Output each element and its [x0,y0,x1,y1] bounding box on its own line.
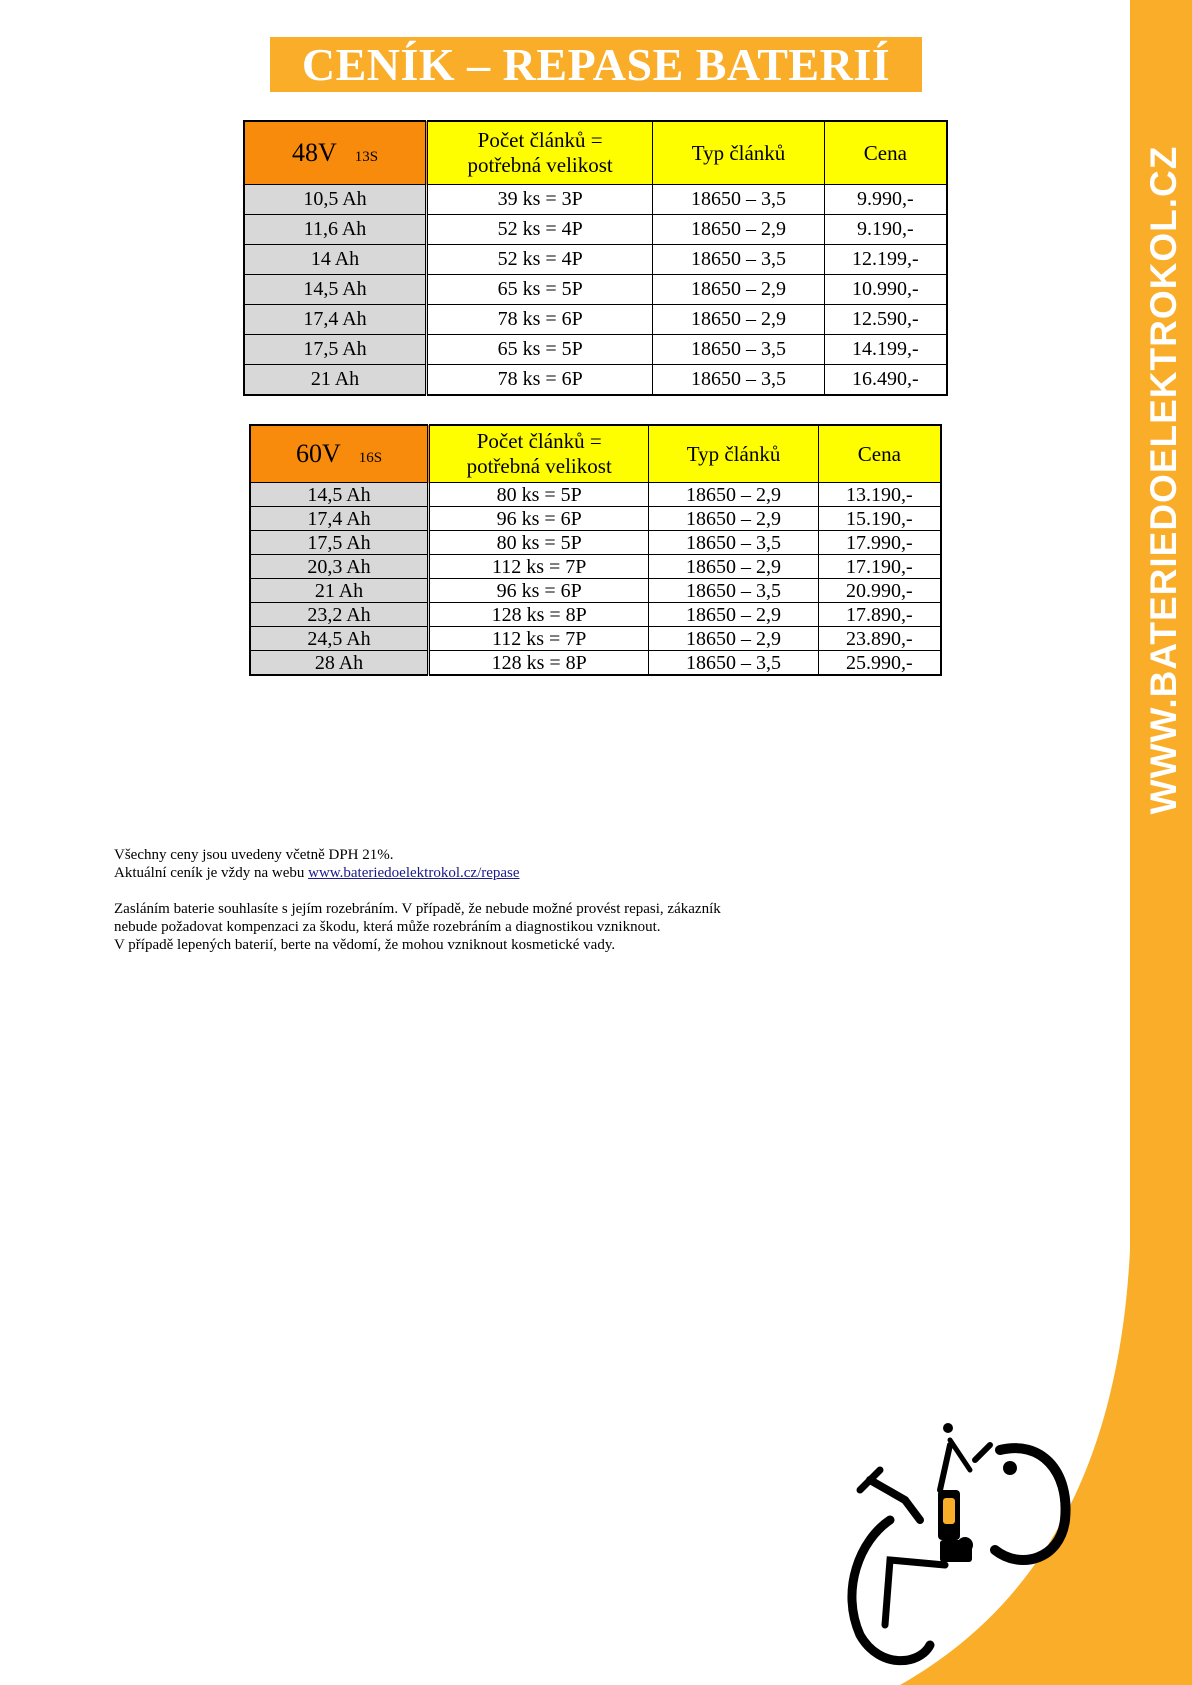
cell-type-cell: 18650 – 2,9 [649,483,818,507]
cell-count-cell: 65 ks = 5P [427,275,653,305]
capacity-cell: 14,5 Ah [250,483,429,507]
cell-count-cell: 78 ks = 6P [427,365,653,396]
disclaimer-line-2: nebude požadovat kompenzaci za škodu, která může rozebráním a diagnostikou vzniknout. [114,919,661,935]
table-row [244,365,947,396]
table-row [250,651,941,676]
cell-count-header [429,425,649,483]
price-cell: 25.990,- [818,651,941,676]
cell-count-cell: 96 ks = 6P [429,579,649,603]
header-line-1: Počet článků = [476,429,602,453]
table-row [244,275,947,305]
cell-count-cell: 80 ks = 5P [429,483,649,507]
capacity-cell: 17,5 Ah [250,531,429,555]
header-line-2: potřebná velikost [466,454,612,478]
cell-count-cell: 128 ks = 8P [429,651,649,676]
price-cell: 13.190,- [818,483,941,507]
table-row [244,185,947,215]
cell-count-cell: 52 ks = 4P [427,215,653,245]
cell-count-cell: 78 ks = 6P [427,305,653,335]
website-vertical-text: WWW.BATERIEDOELEKTROKOL.CZ [1143,145,1184,815]
cell-type-cell: 18650 – 2,9 [649,555,818,579]
price-cell: 15.190,- [818,507,941,531]
price-cell: 20.990,- [818,579,941,603]
cell-type-cell: 18650 – 2,9 [653,275,824,305]
price-cell: 9.190,- [824,215,947,245]
cell-type-header: Typ článků [653,121,824,185]
table-row [244,245,947,275]
price-table-48v [243,120,948,396]
cell-type-cell: 18650 – 3,5 [653,245,824,275]
cell-type-cell: 18650 – 3,5 [649,651,818,676]
cell-type-cell: 18650 – 3,5 [653,365,824,396]
table-row [244,305,947,335]
cell-count-cell: 128 ks = 8P [429,603,649,627]
capacity-cell: 21 Ah [244,365,427,396]
table-row [244,335,947,365]
capacity-cell: 24,5 Ah [250,627,429,651]
price-cell: 12.199,- [824,245,947,275]
capacity-cell: 14 Ah [244,245,427,275]
capacity-cell: 10,5 Ah [244,185,427,215]
cell-type-cell: 18650 – 2,9 [649,627,818,651]
table-row [250,531,941,555]
cell-type-cell: 18650 – 3,5 [649,531,818,555]
price-cell: 12.590,- [824,305,947,335]
table-row [244,215,947,245]
cell-type-cell: 18650 – 2,9 [653,215,824,245]
cell-type-cell: 18650 – 3,5 [653,185,824,215]
cell-count-cell: 39 ks = 3P [427,185,653,215]
cell-type-cell: 18650 – 2,9 [653,305,824,335]
capacity-cell: 11,6 Ah [244,215,427,245]
price-cell: 17.190,- [818,555,941,579]
price-cell: 23.890,- [818,627,941,651]
header-line-2: potřebná velikost [467,153,613,177]
price-cell: 17.890,- [818,603,941,627]
voltage-label: 60V [295,439,341,468]
capacity-cell: 17,4 Ah [244,305,427,335]
capacity-cell: 17,4 Ah [250,507,429,531]
vat-note: Všechny ceny jsou uvedeny včetně DPH 21%. [114,847,394,863]
capacity-cell: 17,5 Ah [244,335,427,365]
voltage-header [250,425,429,483]
cell-config-label: 16S [358,450,383,466]
voltage-label: 48V [291,138,337,167]
table-row [250,579,941,603]
price-cell: 9.990,- [824,185,947,215]
table-row [250,507,941,531]
cell-config-label: 13S [354,149,379,165]
capacity-cell: 20,3 Ah [250,555,429,579]
disclaimer-line-3: V případě lepených baterií, berte na vědomí, že mohou vzniknout kosmetické vady. [114,937,616,953]
cell-count-cell: 52 ks = 4P [427,245,653,275]
cell-type-cell: 18650 – 2,9 [649,603,818,627]
cell-type-cell: 18650 – 2,9 [649,507,818,531]
header-line-1: Počet článků = [477,128,603,152]
capacity-cell: 23,2 Ah [250,603,429,627]
price-header: Cena [824,121,947,185]
capacity-cell: 21 Ah [250,579,429,603]
pricelist-link[interactable]: www.bateriedoelektrokol.cz/repase [308,865,520,881]
price-cell: 17.990,- [818,531,941,555]
cell-count-cell: 96 ks = 6P [429,507,649,531]
capacity-cell: 28 Ah [250,651,429,676]
voltage-header [244,121,427,185]
table-row [250,555,941,579]
cell-count-cell: 112 ks = 7P [429,627,649,651]
table-row [250,483,941,507]
cell-type-cell: 18650 – 3,5 [653,335,824,365]
cell-count-cell: 80 ks = 5P [429,531,649,555]
price-cell: 10.990,- [824,275,947,305]
title-bar [270,37,922,92]
price-cell: 14.199,- [824,335,947,365]
price-header: Cena [818,425,941,483]
price-cell: 16.490,- [824,365,947,396]
current-pricelist-text: Aktuální ceník je vždy na webu [114,865,309,881]
table-row [250,627,941,651]
cell-count-header [427,121,653,185]
capacity-cell: 14,5 Ah [244,275,427,305]
current-pricelist-note [114,864,721,882]
page-title: CENÍK – REPASE BATERIÍ [301,39,891,90]
disclaimer-line-1: Zasláním baterie souhlasíte s jejím rozebráním. V případě, že nebude možné provést repasi, zákazník [114,901,721,917]
cyclist-logo [820,1420,1080,1680]
notes [114,846,721,954]
price-table-60v [249,424,942,676]
cell-type-cell: 18650 – 3,5 [649,579,818,603]
cell-count-cell: 112 ks = 7P [429,555,649,579]
cell-count-cell: 65 ks = 5P [427,335,653,365]
cell-type-header: Typ článků [649,425,818,483]
table-row [250,603,941,627]
